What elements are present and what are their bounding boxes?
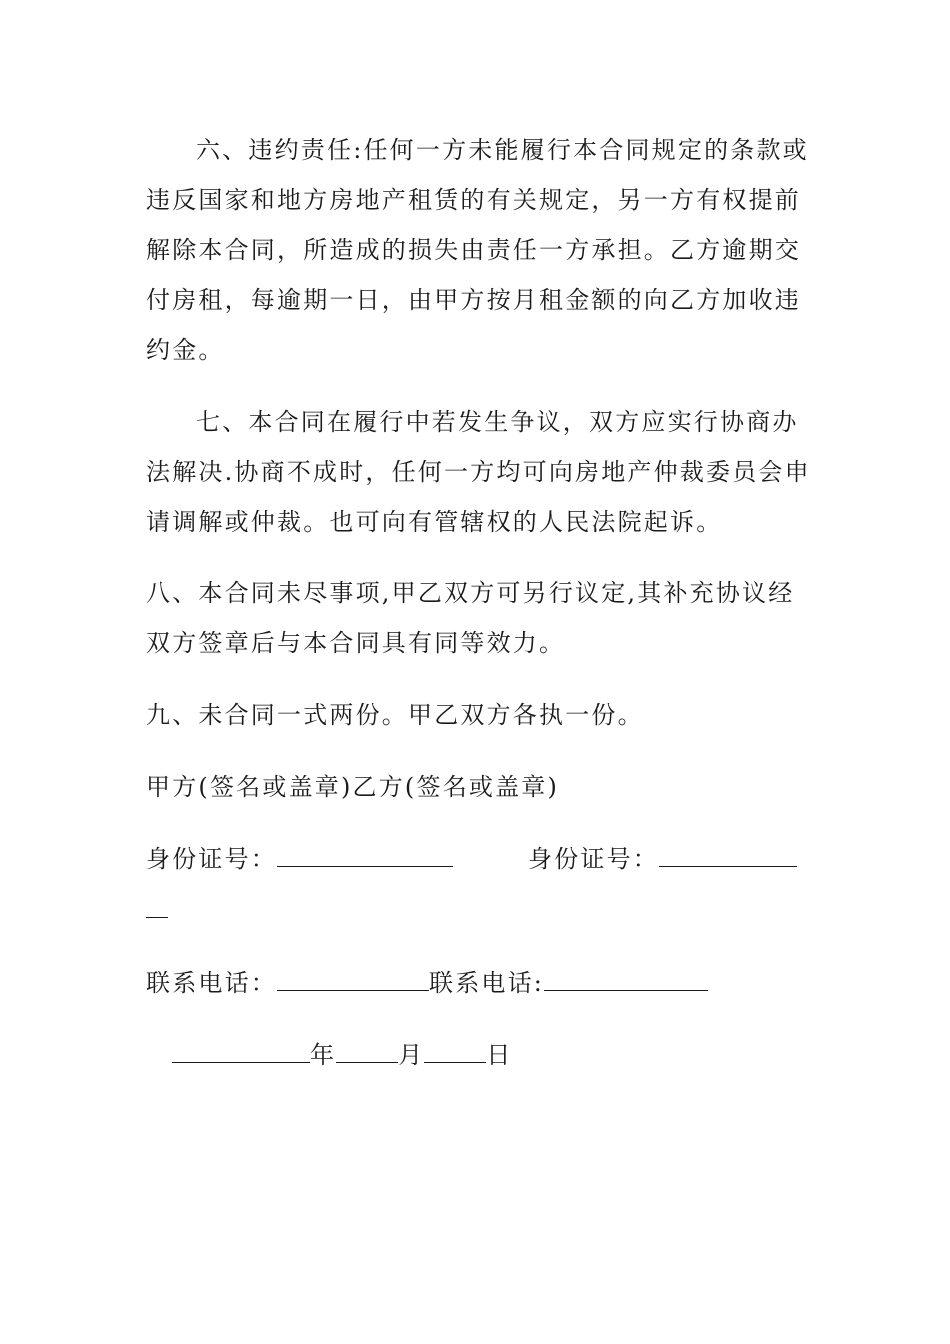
id-number-row xyxy=(146,844,453,874)
month-label: 月 xyxy=(398,1041,425,1069)
article-9-line-1: 九、未合同一式两份。甲乙双方各执一份。 xyxy=(146,701,644,729)
article-7-line-1: 七、本合同在履行中若发生争议，双方应实行协商办 xyxy=(196,408,799,436)
article-6-line-1: 六、违约责任:任何一方未能履行本合同规定的条款或 xyxy=(196,136,809,164)
party-b-id-row xyxy=(528,844,797,874)
party-b-id-blank xyxy=(659,846,797,867)
year-blank xyxy=(172,1042,310,1063)
party-b-id-label: 身份证号： xyxy=(528,845,659,873)
party-b-phone-label: 联系电话: xyxy=(429,969,545,997)
article-6-line-5: 约金。 xyxy=(146,336,225,364)
party-b-phone-blank xyxy=(544,970,708,991)
party-b-id-blank-continued xyxy=(146,917,168,918)
date-row xyxy=(172,1040,513,1070)
article-6-line-2: 违反国家和地方房地产租赁的有关规定，另一方有权提前 xyxy=(146,186,801,214)
month-blank xyxy=(336,1042,398,1063)
phone-row xyxy=(146,968,708,998)
day-blank xyxy=(424,1042,486,1063)
article-7-line-3: 请调解或仲裁。也可向有管辖权的人民法院起诉。 xyxy=(146,508,723,536)
article-8-line-2: 双方签章后与本合同具有同等效力。 xyxy=(146,629,566,657)
article-8-line-1: 八、本合同未尽事项,甲乙双方可另行议定,其补充协议经 xyxy=(146,579,795,607)
party-a-id-blank xyxy=(277,846,453,867)
article-6-line-3: 解除本合同，所造成的损失由责任一方承担。乙方逾期交 xyxy=(146,236,801,264)
article-7-line-2: 法解决.协商不成时，任何一方均可向房地产仲裁委员会申 xyxy=(146,458,811,486)
party-a-id-label: 身份证号： xyxy=(146,845,277,873)
year-label: 年 xyxy=(310,1041,337,1069)
party-a-phone-blank xyxy=(277,970,429,991)
signature-parties-line: 甲方(签名或盖章)乙方(签名或盖章) xyxy=(146,773,560,801)
day-label: 日 xyxy=(486,1041,513,1069)
party-a-phone-label: 联系电话： xyxy=(146,969,277,997)
article-6-line-4: 付房租，每逾期一日，由甲方按月租金额的向乙方加收违 xyxy=(146,286,801,314)
